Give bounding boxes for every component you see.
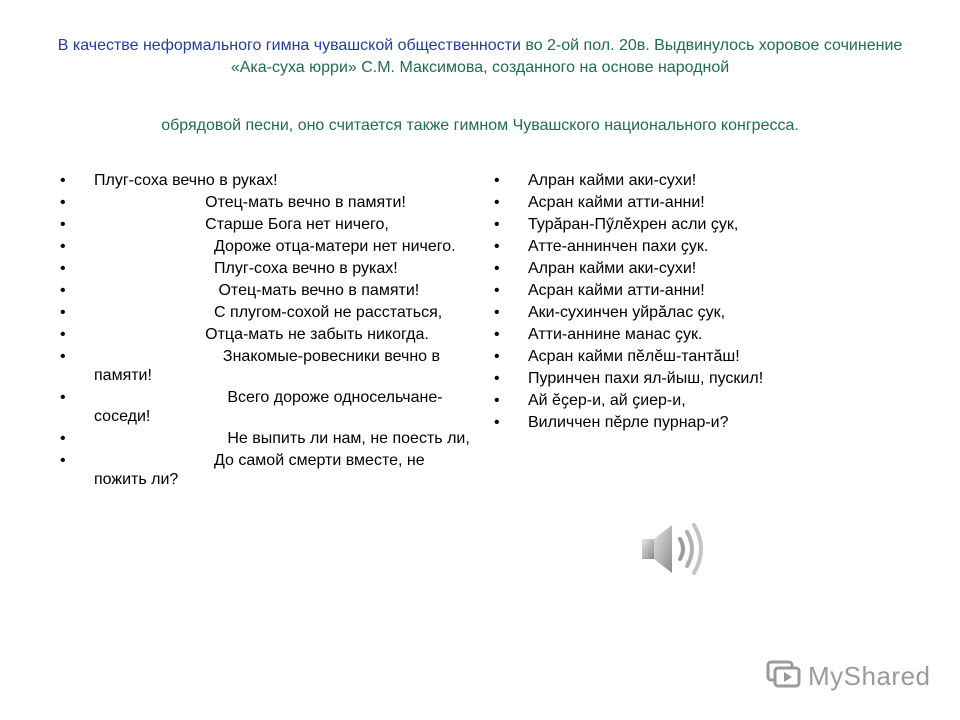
bullet: •: [60, 194, 66, 211]
list-item: [60, 281, 470, 300]
list-item: [494, 391, 874, 410]
bullet: •: [494, 392, 500, 409]
list-item-text: Асран кайми атти-анни!: [528, 194, 705, 211]
bullet: •: [60, 430, 66, 447]
bullet: •: [494, 260, 500, 277]
list-item-text: Плуг-соха вечно в руках!: [94, 260, 398, 277]
list-item-text: Отец-мать вечно в памяти!: [94, 194, 406, 211]
bullet: •: [60, 348, 66, 365]
list-item-text: Ай ӗҫер-и, ай ҫиер-и,: [528, 392, 686, 409]
list-item-text: Аки-сухинчен уйрӑлас ҫук,: [528, 304, 726, 321]
list-item: [60, 388, 470, 426]
list-item: [494, 325, 874, 344]
list-item-text: Не выпить ли нам, не поесть ли,: [94, 430, 470, 447]
list-item-text: Плуг-соха вечно в руках!: [94, 172, 278, 189]
list-item: [494, 237, 874, 256]
bullet: •: [60, 238, 66, 255]
bullet: •: [494, 304, 500, 321]
bullet: •: [60, 452, 66, 469]
list-item: [60, 303, 470, 322]
bullet: •: [60, 326, 66, 343]
bullet: •: [60, 260, 66, 277]
list-item-text: Всего дороже односельчане-соседи!: [94, 389, 443, 425]
list-item: [60, 347, 470, 385]
bullet: •: [494, 172, 500, 189]
list-item-text: Знакомые-ровесники вечно в памяти!: [94, 348, 445, 384]
list-item: [494, 413, 874, 432]
watermark: [766, 656, 931, 696]
bullet: •: [494, 348, 500, 365]
list-item-text: Асран кайми пӗлӗш-тантӑш!: [528, 348, 740, 365]
list-item: [494, 281, 874, 300]
bullet: •: [494, 414, 500, 431]
bullet: •: [494, 216, 500, 233]
list-item-text: Алран кайми аки-сухи!: [528, 260, 697, 277]
list-item: [60, 451, 470, 489]
bullet: •: [60, 216, 66, 233]
chuvash-lyrics-list: [494, 171, 874, 435]
bullet: •: [494, 370, 500, 387]
watermark-text: MyShared: [808, 660, 931, 691]
list-item-text: Отец-мать вечно в памяти!: [94, 282, 420, 299]
list-item-text: Атте-аннинчен пахи ҫук.: [528, 238, 709, 255]
list-item: [60, 259, 470, 278]
list-item: [494, 347, 874, 366]
list-item: [60, 171, 470, 190]
list-item: [494, 303, 874, 322]
speaker-icon[interactable]: [636, 517, 706, 581]
bullet: •: [60, 282, 66, 299]
heading-line1: [40, 35, 920, 79]
list-item: [494, 193, 874, 212]
heading-line2: обрядовой песни, оно считается также гимном Чувашского национального конгресса.: [161, 117, 799, 134]
list-item: [60, 429, 470, 448]
bullet: •: [60, 172, 66, 189]
bullet: •: [60, 304, 66, 321]
list-item-text: Асран кайми атти-анни!: [528, 282, 705, 299]
heading-green-text: во 2-ой пол. 20в. Выдвинулось хоровое сочинение «Ака-суха юрри»: [230, 37, 903, 76]
heading-blue-text: В качестве неформального гимна чувашской общественности: [57, 37, 521, 54]
list-item-text: До самой смерти вместе, не пожить ли?: [94, 452, 430, 488]
bullet: •: [494, 194, 500, 211]
list-item-text: Отца-мать не забыть никогда.: [94, 326, 429, 343]
list-item: [494, 369, 874, 388]
list-item-text: Атти-аннине манас ҫук.: [528, 326, 703, 343]
list-item-text: Виличчен пӗрле пурнар-и?: [528, 414, 729, 431]
bullet: •: [494, 282, 500, 299]
list-item-text: Пуринчен пахи ял-йыш, пускил!: [528, 370, 764, 387]
list-item-text: Турӑран-Пӳлӗхрен асли ҫук,: [528, 216, 739, 233]
list-item: [60, 193, 470, 212]
heading-black-text: С.М. Максимова, созданного на основе народной: [356, 59, 730, 76]
list-item-text: Дороже отца-матери нет ничего.: [94, 238, 456, 255]
list-item-text: Старше Бога нет ничего,: [94, 216, 389, 233]
list-item-text: С плугом-сохой не расстаться,: [94, 304, 443, 321]
list-item: [494, 215, 874, 234]
list-item: [494, 171, 874, 190]
list-item: [60, 215, 470, 234]
list-item: [60, 325, 470, 344]
list-item: [60, 237, 470, 256]
bullet: •: [60, 389, 66, 406]
list-item: [494, 259, 874, 278]
myshared-logo-icon: [766, 656, 802, 697]
bullet: •: [494, 326, 500, 343]
bullet: •: [494, 238, 500, 255]
list-item-text: Алран кайми аки-сухи!: [528, 172, 697, 189]
russian-lyrics-list: [60, 171, 470, 492]
